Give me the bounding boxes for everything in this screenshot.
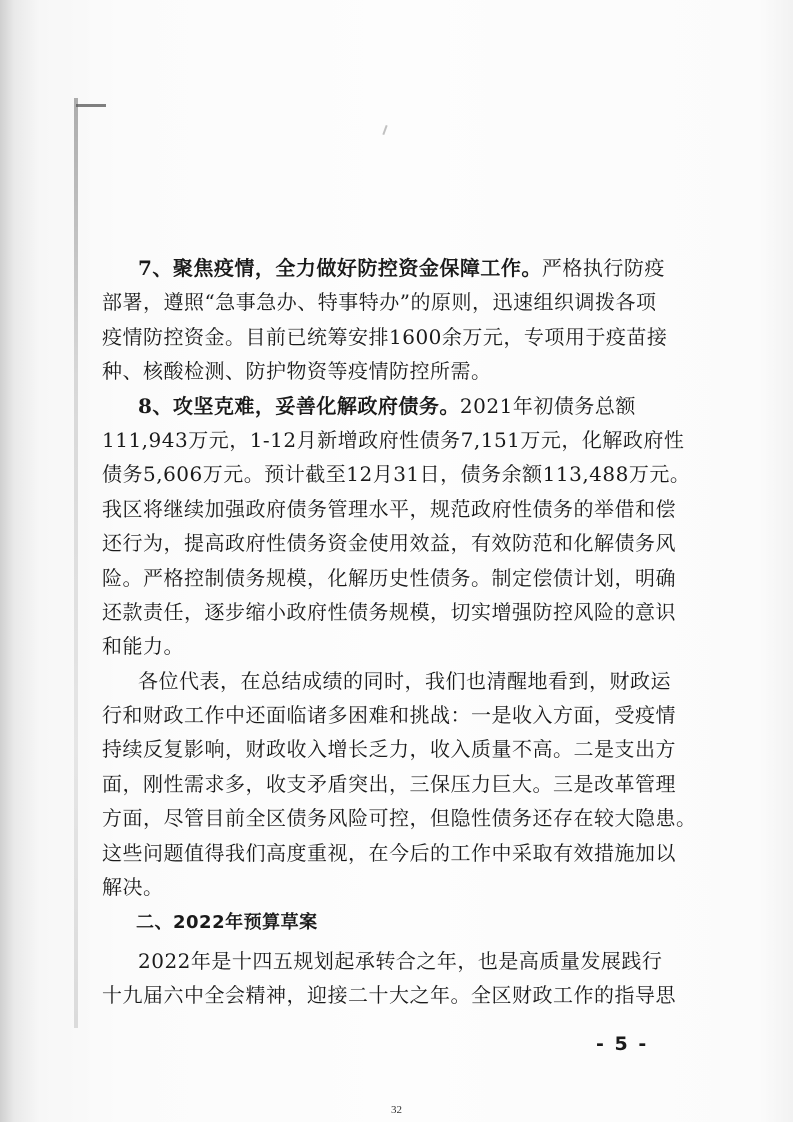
para7-line3: 疫情防控资金。目前已统筹安排1600余万元，专项用于疫苗接	[102, 324, 668, 349]
footer-page-number: 32	[391, 1104, 402, 1116]
para7-line2: 部署，遵照“急事急办、特事特办”的原则，迅速组织调拨各项	[102, 290, 657, 315]
section2-line1: 2022年是十四五规划起承转合之年，也是高质量发展践行	[138, 949, 663, 973]
para9-line3: 持续反复影响，财政收入增长乏力，收入质量不高。二是支出方	[102, 737, 676, 762]
para9-line5: 方面，尽管目前全区债务风险可控，但隐性债务还存在较大隐患。	[102, 806, 697, 831]
para7-line4: 种、核酸检测、防护物资等疫情防控所需。	[102, 359, 492, 384]
para8-line8: 和能力。	[102, 634, 184, 659]
section2-line2: 十九届六中全会精神，迎接二十大之年。全区财政工作的指导思	[102, 983, 676, 1008]
para7-heading: 7、聚焦疫情，全力做好防控资金保障工作。	[138, 256, 542, 280]
para8-line3: 债务5,606万元。预计截至12月31日，债务余额113,488万元。	[102, 462, 691, 487]
scan-speck	[382, 125, 387, 135]
section2-text	[102, 944, 676, 1013]
para8-line5: 还行为，提高政府性债务资金使用效益，有效防范和化解债务风	[102, 531, 676, 556]
para8-line1	[102, 389, 636, 423]
para9-line4: 面，刚性需求多，收支矛盾突出，三保压力巨大。三是改革管理	[102, 771, 676, 796]
para8-line7: 还款责任，逐步缩小政府性债务规模，切实增强防控风险的意识	[102, 599, 676, 624]
para9-line7: 解决。	[102, 875, 164, 900]
section-heading: 二、2022年预算草案	[136, 912, 318, 933]
scan-mark	[76, 104, 106, 107]
body-text	[102, 251, 697, 904]
para9-line1: 各位代表，在总结成绩的同时，我们也清醒地看到，财政运	[138, 668, 671, 693]
para7-line1-rest: 严格执行防疫	[541, 256, 665, 280]
para8-line6: 险。严格控制债务规模，化解历史性债务。制定偿债计划，明确	[102, 565, 676, 590]
para8-line1-rest: 2021年初债务总额	[459, 393, 636, 418]
para9-line6: 这些问题值得我们高度重视，在今后的工作中采取有效措施加以	[102, 840, 676, 865]
para7-line1	[102, 251, 665, 285]
para8-heading: 8、攻坚克难，妥善化解政府债务。	[138, 393, 460, 418]
page-number: - 5 -	[596, 1033, 649, 1055]
scan-edge-shadow	[74, 98, 78, 1028]
para8-line2: 111,943万元，1-12月新增政府性债务7,151万元，化解政府性	[102, 427, 685, 452]
para9-line2: 行和财政工作中还面临诸多困难和挑战：一是收入方面，受疫情	[102, 703, 676, 728]
para8-line4: 我区将继续加强政府债务管理水平，规范政府性债务的举借和偿	[102, 496, 676, 521]
